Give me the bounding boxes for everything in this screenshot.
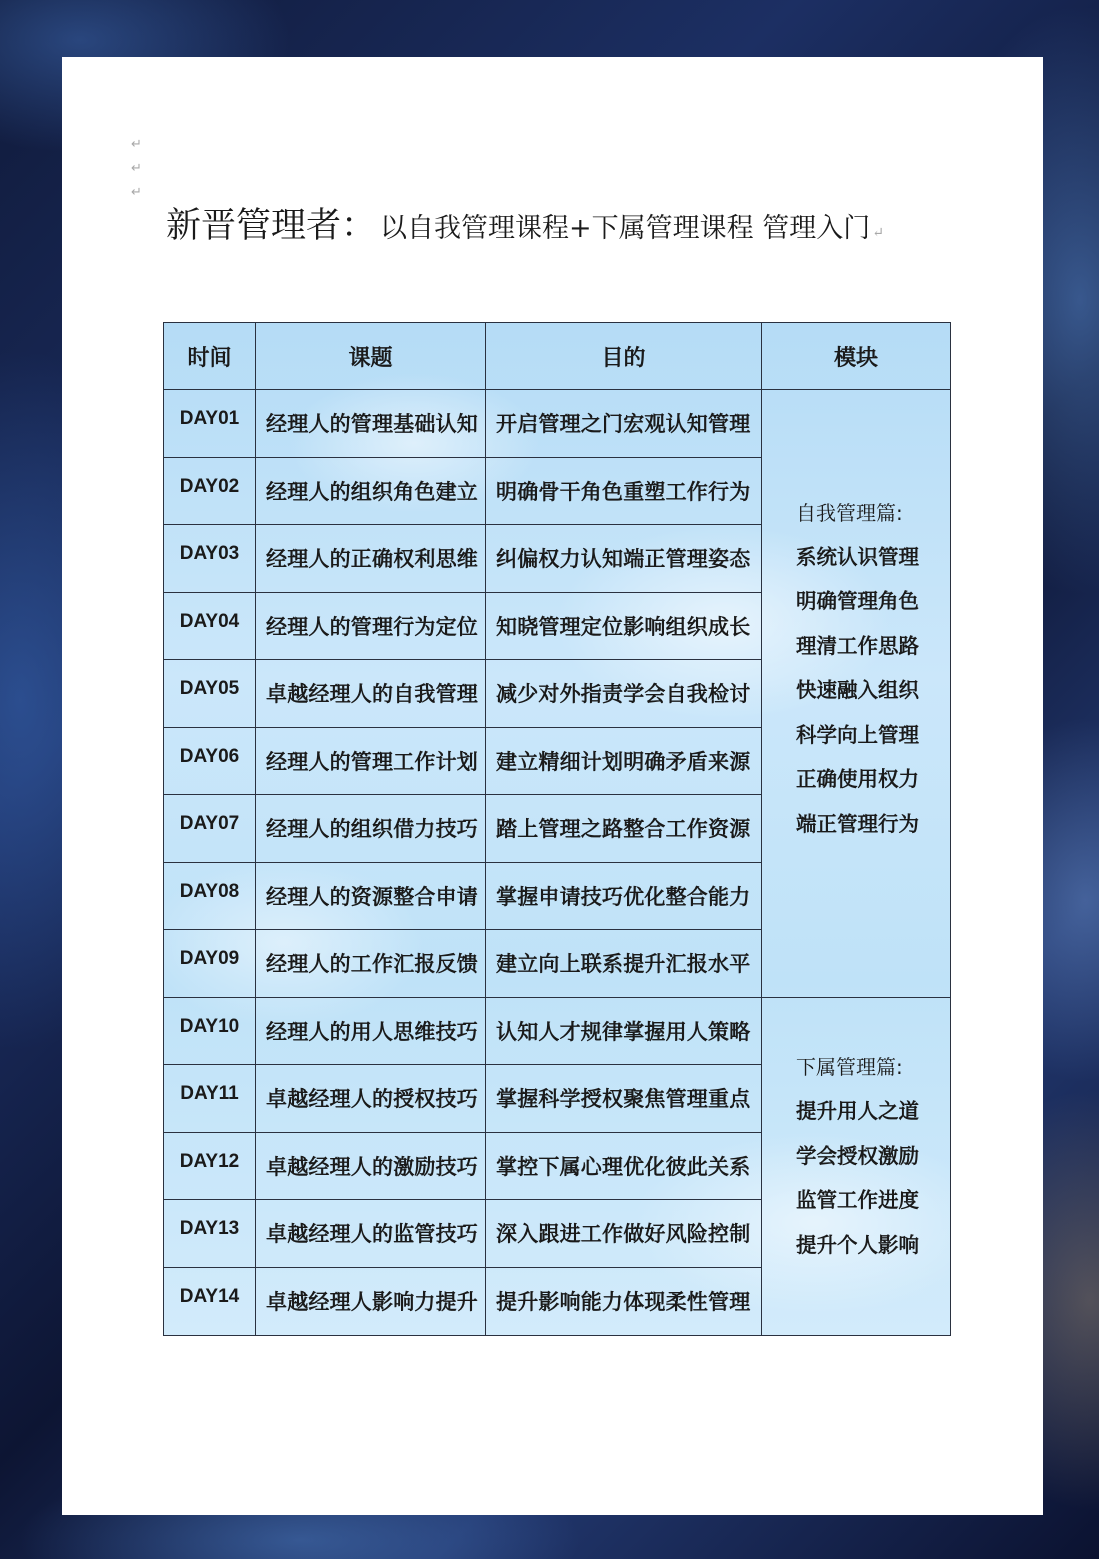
paragraph-marks [131, 133, 142, 205]
goal-cell: 纠偏权力认知端正管理姿态 [486, 525, 762, 593]
goal-cell: 掌握申请技巧优化整合能力 [486, 863, 762, 931]
module-item: 系统认识管理 [796, 544, 919, 569]
goal-cell: 深入跟进工作做好风险控制 [486, 1200, 762, 1268]
module-subordinate-management [762, 998, 950, 1336]
goal-cell: 明确骨干角色重塑工作行为 [486, 458, 762, 526]
module-item: 学会授权激励 [796, 1143, 919, 1168]
day-cell: DAY01 [164, 390, 256, 458]
topic-cell: 经理人的工作汇报反馈 [256, 930, 486, 998]
paragraph-mark: ↵ [131, 185, 142, 200]
topic-cell: 经理人的用人思维技巧 [256, 998, 486, 1066]
day-cell: DAY02 [164, 458, 256, 526]
module-item: 监管工作进度 [796, 1188, 919, 1213]
header-goal: 目的 [486, 323, 762, 390]
paragraph-mark: ↵ [872, 225, 884, 241]
module-item: 提升个人影响 [796, 1232, 919, 1257]
goal-cell: 掌握科学授权聚焦管理重点 [486, 1065, 762, 1133]
day-cell: DAY09 [164, 930, 256, 998]
module-item: 理清工作思路 [796, 633, 919, 658]
module-self-management [762, 390, 950, 998]
module-item: 端正管理行为 [796, 811, 919, 836]
goal-cell: 建立精细计划明确矛盾来源 [486, 728, 762, 796]
document-title [166, 198, 884, 248]
module-item: 科学向上管理 [796, 722, 919, 747]
paragraph-mark: ↵ [131, 137, 142, 152]
day-cell: DAY07 [164, 795, 256, 863]
topic-cell: 经理人的管理工作计划 [256, 728, 486, 796]
topic-cell: 经理人的资源整合申请 [256, 863, 486, 931]
day-cell: DAY06 [164, 728, 256, 796]
goal-cell: 认知人才规律掌握用人策略 [486, 998, 762, 1066]
goal-cell: 提升影响能力体现柔性管理 [486, 1268, 762, 1336]
day-cell: DAY14 [164, 1268, 256, 1336]
module-title: 自我管理篇: [796, 500, 903, 525]
day-cell: DAY05 [164, 660, 256, 728]
topic-cell: 卓越经理人的激励技巧 [256, 1133, 486, 1201]
module-item: 快速融入组织 [796, 678, 919, 702]
day-cell: DAY03 [164, 525, 256, 593]
goal-cell: 掌控下属心理优化彼此关系 [486, 1133, 762, 1201]
day-cell: DAY12 [164, 1133, 256, 1201]
goal-cell: 开启管理之门宏观认知管理 [486, 390, 762, 458]
day-cell: DAY10 [164, 998, 256, 1066]
topic-cell: 卓越经理人影响力提升 [256, 1268, 486, 1336]
goal-cell: 踏上管理之路整合工作资源 [486, 795, 762, 863]
paragraph-mark: ↵ [131, 161, 142, 176]
day-cell: DAY13 [164, 1200, 256, 1268]
topic-cell: 经理人的组织借力技巧 [256, 795, 486, 863]
title-main: 新晋管理者： [166, 206, 377, 246]
day-cell: DAY04 [164, 593, 256, 661]
topic-cell: 经理人的管理基础认知 [256, 390, 486, 458]
course-table [163, 322, 951, 1336]
day-cell: DAY08 [164, 863, 256, 931]
goal-cell: 知晓管理定位影响组织成长 [486, 593, 762, 661]
module-title: 下属管理篇: [796, 1055, 903, 1080]
header-time: 时间 [164, 323, 256, 390]
topic-cell: 经理人的正确权利思维 [256, 525, 486, 593]
topic-cell: 经理人的组织角色建立 [256, 458, 486, 526]
module-item: 明确管理角色 [796, 589, 919, 613]
topic-cell: 经理人的管理行为定位 [256, 593, 486, 661]
goal-cell: 建立向上联系提升汇报水平 [486, 930, 762, 998]
module-item: 提升用人之道 [796, 1099, 919, 1124]
topic-cell: 卓越经理人的自我管理 [256, 660, 486, 728]
topic-cell: 卓越经理人的授权技巧 [256, 1065, 486, 1133]
topic-cell: 卓越经理人的监管技巧 [256, 1200, 486, 1268]
day-cell: DAY11 [164, 1065, 256, 1133]
goal-cell: 减少对外指责学会自我检讨 [486, 660, 762, 728]
header-module: 模块 [762, 323, 950, 390]
title-subtitle: 以自我管理课程+下属管理课程 管理入门 [380, 213, 871, 244]
module-item: 正确使用权力 [796, 767, 919, 791]
header-topic: 课题 [256, 323, 486, 390]
